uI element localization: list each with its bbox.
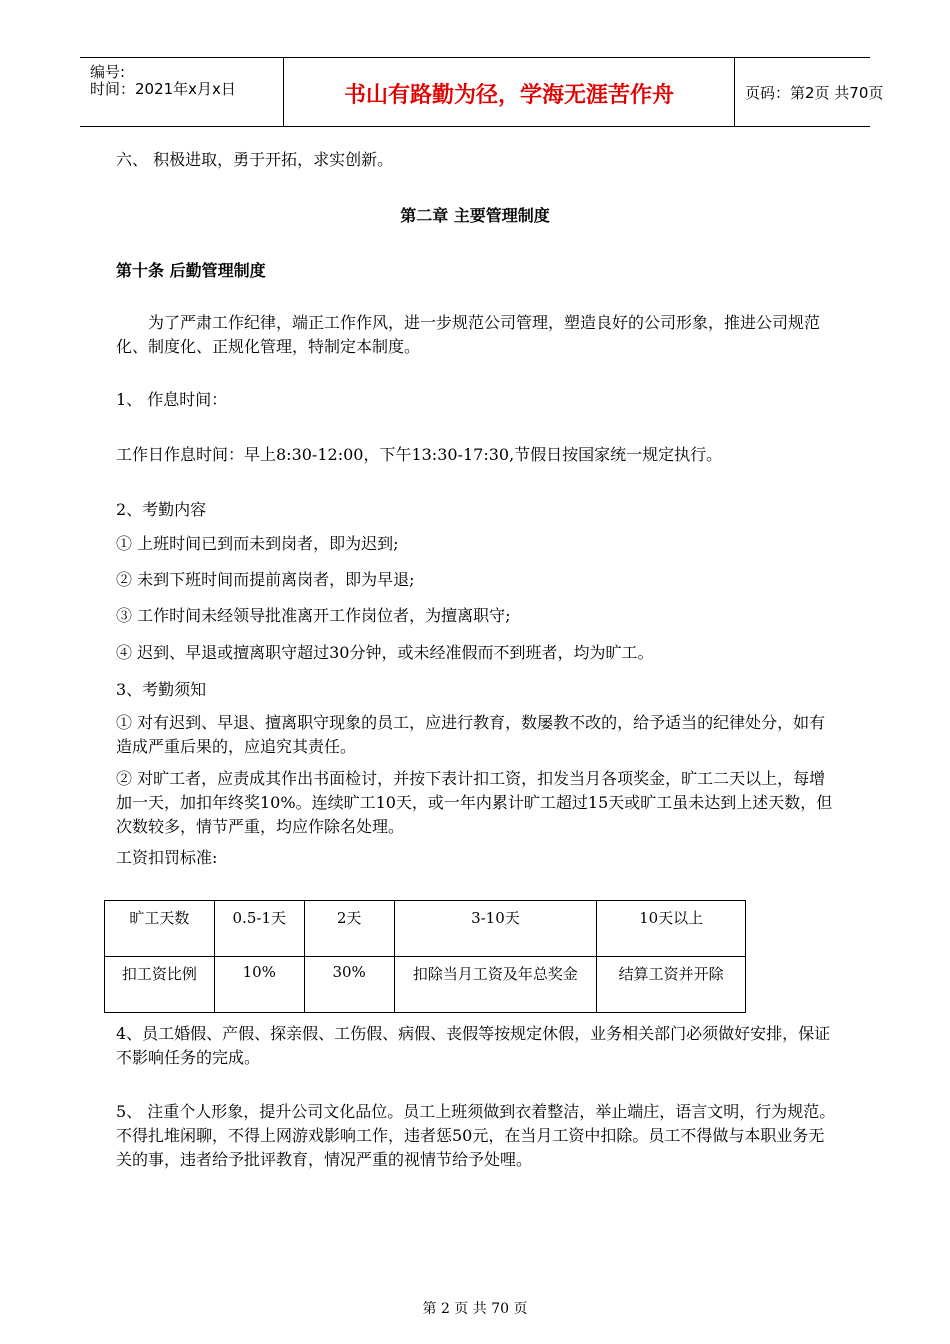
table-cell: 30% bbox=[304, 957, 394, 1013]
fine-standard-label: 工资扣罚标准: bbox=[116, 848, 218, 867]
page-header bbox=[80, 57, 884, 127]
section-1-title: 1、 作息时间： bbox=[116, 390, 228, 409]
line-six: 六、 积极进取，勇于开拓，求实创新。 bbox=[116, 150, 394, 169]
table-cell: 扣除当月工资及年总奖金 bbox=[394, 957, 597, 1013]
table-row bbox=[105, 957, 746, 1013]
table-row bbox=[105, 901, 746, 957]
table-cell: 0.5-1天 bbox=[214, 901, 304, 957]
document-date: 时间：2021年x月x日 bbox=[90, 80, 236, 98]
section-2-item: ④ 迟到、早退或擅离职守超过30分钟，或未经准假而不到班者，均为旷工。 bbox=[116, 643, 654, 662]
table-cell: 10% bbox=[214, 957, 304, 1013]
section-2-item: ① 上班时间已到而未到岗者，即为迟到; bbox=[116, 534, 399, 553]
table-cell: 3-10天 bbox=[394, 901, 597, 957]
document-number-label: 编号: bbox=[90, 63, 126, 81]
header-page-cell bbox=[735, 58, 884, 126]
section-1-text: 工作日作息时间：早上8:30-12:00，下午13:30-17:30,节假日按国家统一规定执行。 bbox=[116, 445, 723, 464]
table-cell: 扣工资比例 bbox=[105, 957, 215, 1013]
section-2-title: 2、考勤内容 bbox=[116, 500, 207, 519]
table-cell: 结算工资并开除 bbox=[597, 957, 746, 1013]
article-title: 第十条 后勤管理制度 bbox=[116, 261, 266, 280]
table-cell: 旷工天数 bbox=[105, 901, 215, 957]
page-footer: 第 2 页 共 70 页 bbox=[422, 1301, 528, 1317]
section-2-item: ③ 工作时间未经领导批准离开工作岗位者，为擅离职守; bbox=[116, 606, 511, 625]
table-cell: 2天 bbox=[304, 901, 394, 957]
header-page-code: 页码：第2页 共70页 bbox=[745, 84, 884, 102]
motto-text: 书山有路勤为径，学海无涯苦作舟 bbox=[343, 83, 674, 108]
header-meta bbox=[80, 58, 283, 126]
section-2-item: ② 未到下班时间而提前离岗者，即为早退; bbox=[116, 570, 415, 589]
intro-paragraph: 为了严肃工作纪律，端正工作作风，进一步规范公司管理，塑造良好的公司形象，推进公司规范化、制度化、正规化管理，特制定本制度。 bbox=[116, 313, 821, 356]
section-4-paragraph: 4、员工婚假、产假、探亲假、工伤假、病假、丧假等按规定休假，业务相关部门必须做好安排，保证不影响任务的完成。 bbox=[116, 1024, 831, 1067]
chapter-title: 第二章 主要管理制度 bbox=[400, 206, 550, 225]
table-cell: 10天以上 bbox=[597, 901, 746, 957]
section-3-item-2: ② 对旷工者，应责成其作出书面检讨，并按下表计扣工资，扣发当月各项奖金，旷工二天以上，每增加一天，加扣年终奖10%。连续旷工10天，或一年内累计旷工超过15天或旷工虽未达到上述天数，但次数较多，情节严重，均应作除名处理。 bbox=[116, 769, 833, 836]
section-3-title: 3、考勤须知 bbox=[116, 680, 207, 699]
section-3-item-1: ① 对有迟到、早退、擅离职守现象的员工，应进行教育，数屡教不改的，给予适当的纪律处分，如有造成严重后果的，应追究其责任。 bbox=[116, 713, 826, 756]
header-motto-cell bbox=[283, 58, 735, 126]
section-5-paragraph: 5、 注重个人形象，提升公司文化品位。员工上班须做到衣着整洁，举止端庄，语言文明，行为规范。不得扎堆闲聊，不得上网游戏影响工作，违者惩50元，在当月工资中扣除。员工不得做与本职业务无关的事，违者给予批评教育，情况严重的视情节给予处哩。 bbox=[116, 1102, 836, 1169]
fine-table bbox=[104, 900, 746, 1013]
